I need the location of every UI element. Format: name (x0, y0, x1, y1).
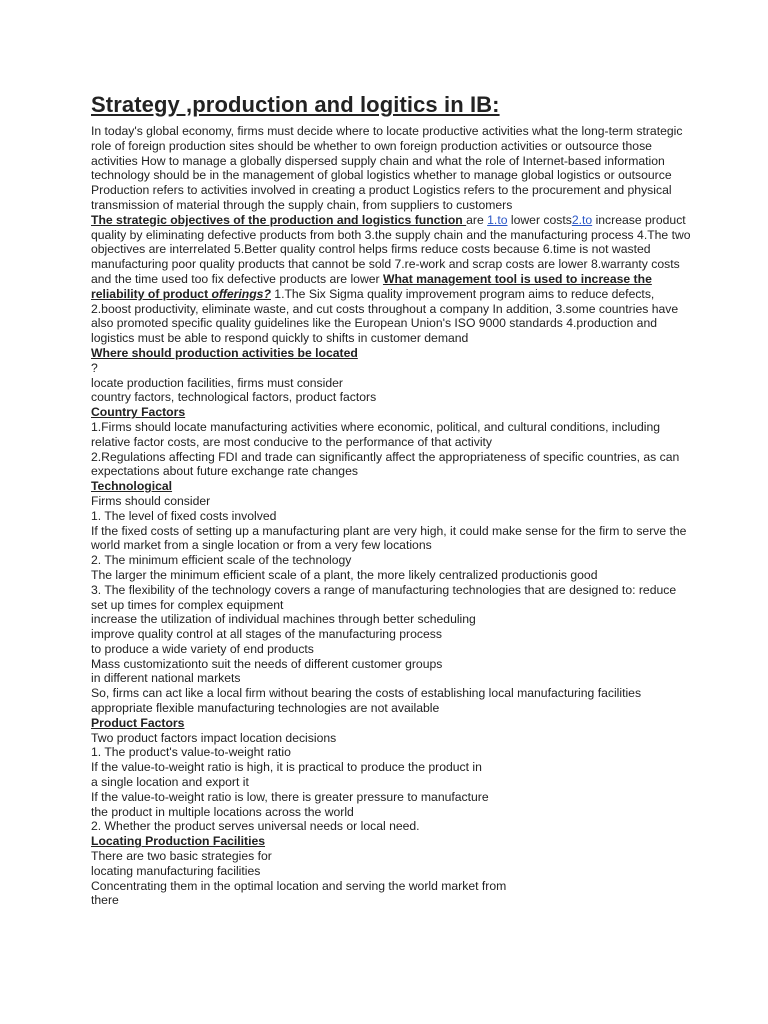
locating-facilities-heading: Locating Production Facilities (91, 834, 266, 849)
where-line: locate production facilities, firms must consider (91, 375, 343, 390)
technological-line: The larger the minimum efficient scale of a plant, the more likely centralized productionis good (91, 567, 598, 582)
objectives-paragraph (91, 213, 691, 346)
objectives-text-3: increase product quality by eliminating defective products from both 3.the supply chain and the manufacturing process 4.The two objectives are interrelated 5.Better quality control helps firms reduce costs because 6.time is not wasted manufacturing poor quality products that cannot be sold 7.re-work and scrap costs are lower 8.warranty costs and the time used too fix defective products are lower (91, 212, 691, 286)
product-factor-line: If the value-to-weight ratio is low, there is greater pressure to manufacture (91, 789, 489, 804)
intro-paragraph: In today's global economy, firms must decide where to locate productive activities what the long-term strategic role of foreign production sites should be whether to own foreign production activities or outsource those activities How to manage a globally dispersed supply chain and what the role of Internet-based information technology should be in the management of global logistics whether to manage global logistics or outsource Production refers to activities involved in creating a product Logistics refers to the procurement and physical transmission of material through the supply chain, from suppliers to customers (91, 124, 683, 212)
objectives-heading: The strategic objectives of the production and logistics function (91, 212, 467, 227)
objectives-text-2: lower costs (507, 212, 572, 227)
objectives-text-1: are (466, 212, 488, 227)
product-factor-line: If the value-to-weight ratio is high, it is practical to produce the product in (91, 760, 482, 775)
offerings-word: offerings? (211, 286, 271, 301)
product-factor-line: Two product factors impact location decisions (91, 730, 337, 745)
locating-line: there (91, 893, 119, 908)
locating-line: locating manufacturing facilities (91, 863, 261, 878)
technological-line: improve quality control at all stages of the manufacturing process (91, 627, 442, 642)
objectives-text-4: 1.The Six Sigma quality improvement program aims to reduce defects, 2.boost productivity, eliminate waste, and cut costs throughout a company In addition, 3.some countries have also promoted specific quality guidelines like the European Union's ISO 9000 standards 4.production and logistics must be able to respond quickly to shifts in customer demand (91, 286, 679, 346)
where-line: ? (91, 360, 98, 375)
management-tool-question: What management tool is used to increase the reliability of product (91, 271, 652, 301)
technological-line: increase the utilization of individual machines through better scheduling (91, 612, 476, 627)
page-title: Strategy ,production and logitics in IB: (91, 92, 500, 117)
technological-line: in different national markets (91, 671, 241, 686)
product-factors-heading: Product Factors (91, 715, 185, 730)
link-1-to[interactable]: 1.to (487, 212, 508, 227)
document-body (91, 92, 691, 908)
technological-line: 2. The minimum efficient scale of the technology (91, 553, 352, 568)
product-factor-line: 2. Whether the product serves universal needs or local need. (91, 819, 420, 834)
technological-line: So, firms can act like a local firm without bearing the costs of establishing local manufacturing facilities appropriate flexible manufacturing technologies are not available (91, 686, 642, 716)
technological-line: If the fixed costs of setting up a manufacturing plant are very high, it could make sense for the firm to serve the world market from a single location or from a very few locations (91, 523, 687, 553)
country-factor-item: 2.Regulations affecting FDI and trade can significantly affect the appropriateness of specific countries, as can expectations about future exchange rate changes (91, 449, 680, 479)
locating-line: Concentrating them in the optimal location and serving the world market from (91, 878, 507, 893)
technological-line: Mass customizationto suit the needs of different customer groups (91, 656, 443, 671)
technological-line: Firms should consider (91, 493, 211, 508)
link-2-to[interactable]: 2.to (571, 212, 593, 227)
country-factors-heading: Country Factors (91, 405, 186, 420)
where-line: country factors, technological factors, product factors (91, 390, 377, 405)
locating-line: There are two basic strategies for (91, 849, 272, 864)
technological-heading: Technological (91, 479, 173, 494)
technological-line: to produce a wide variety of end products (91, 641, 314, 656)
product-factor-line: 1. The product's value-to-weight ratio (91, 745, 291, 760)
technological-line: 1. The level of fixed costs involved (91, 508, 277, 523)
product-factor-line: the product in multiple locations across the world (91, 804, 354, 819)
country-factor-item: 1.Firms should locate manufacturing activities where economic, political, and cultural conditions, including relative factor costs, are most conducive to the performance of that activity (91, 419, 661, 449)
where-heading: Where should production activities be located (91, 345, 358, 360)
technological-line: 3. The flexibility of the technology covers a range of manufacturing technologies that are designed to: reduce set up times for complex equipment (91, 582, 677, 612)
product-factor-line: a single location and export it (91, 775, 249, 790)
